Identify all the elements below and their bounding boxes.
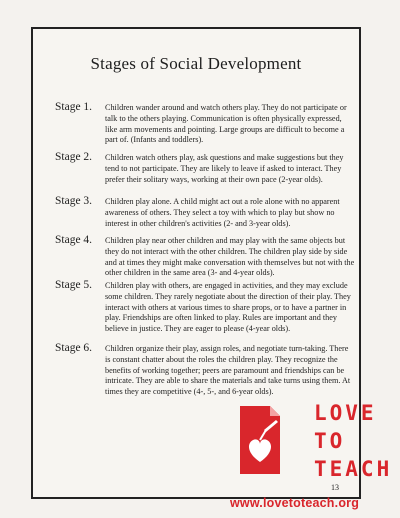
stage-2	[55, 151, 355, 185]
stage-label: Stage 6.	[55, 342, 93, 354]
stage-description: Children play with others, are engaged in activities, and they may exclude some children. They rarely negotiate about the direction of their play. They interact with others at various times to share props, or to have a partner in play. Friendships are often linked to play. Rules are important and they believe in justice. They are eager to please (4-year olds).	[105, 281, 351, 334]
stage-description: Children play alone. A child might act out a role alone with no apparent awareness of others. They select a toy with which to play but show no interest in other children's activities (2- and 3-year olds).	[105, 197, 340, 228]
stage-description: Children play near other children and may play with the same objects but they do not interact with the other children. The children play side by side and at times they might make conversation with themselves but not with the other children in the same area (3- and 4-year olds).	[105, 236, 355, 278]
stage-label: Stage 3.	[55, 195, 93, 207]
stage-label: Stage 5.	[55, 279, 93, 291]
love-to-teach-watermark	[230, 400, 395, 512]
watermark-word-to: TO	[314, 429, 346, 453]
stage-label: Stage 1.	[55, 101, 93, 113]
watermark-word-love: LOVE	[314, 401, 377, 425]
page-title: Stages of Social Development	[90, 54, 302, 73]
stage-1	[55, 101, 355, 146]
page-number: 13	[331, 483, 339, 492]
stage-description: Children watch others play, ask questions and make suggestions but they tend to not participate. They are likely to leave if asked to interact. They prefer their solitary ways, working at their own pace (2-year olds).	[105, 153, 344, 184]
watermark-url: www.lovetoteach.org	[230, 496, 360, 510]
stage-description: Children organize their play, assign roles, and negotiate turn-taking. There is constant chatter about the roles the children play. They recognize the benefits of working together; peers are paramount and friendships can be intricate. They are able to share the materials and take turns using them. At times they are competitive (4-, 5-, and 6-year olds).	[105, 344, 351, 397]
apple-pencil-logo-icon	[236, 400, 284, 482]
stage-description: Children wander around and watch others play. They do not participate or talk to the others playing. Communication is often physically expressed, like arm movements and pointing. Large groups are difficult to become a part of. (Infants and toddlers).	[105, 103, 347, 145]
stage-label: Stage 4.	[55, 234, 93, 246]
watermark-word-teach: TEACH	[314, 457, 393, 481]
stage-6	[55, 342, 355, 398]
stage-4	[55, 234, 355, 279]
stage-3	[55, 195, 355, 229]
stage-label: Stage 2.	[55, 151, 93, 163]
stage-5	[55, 279, 355, 335]
